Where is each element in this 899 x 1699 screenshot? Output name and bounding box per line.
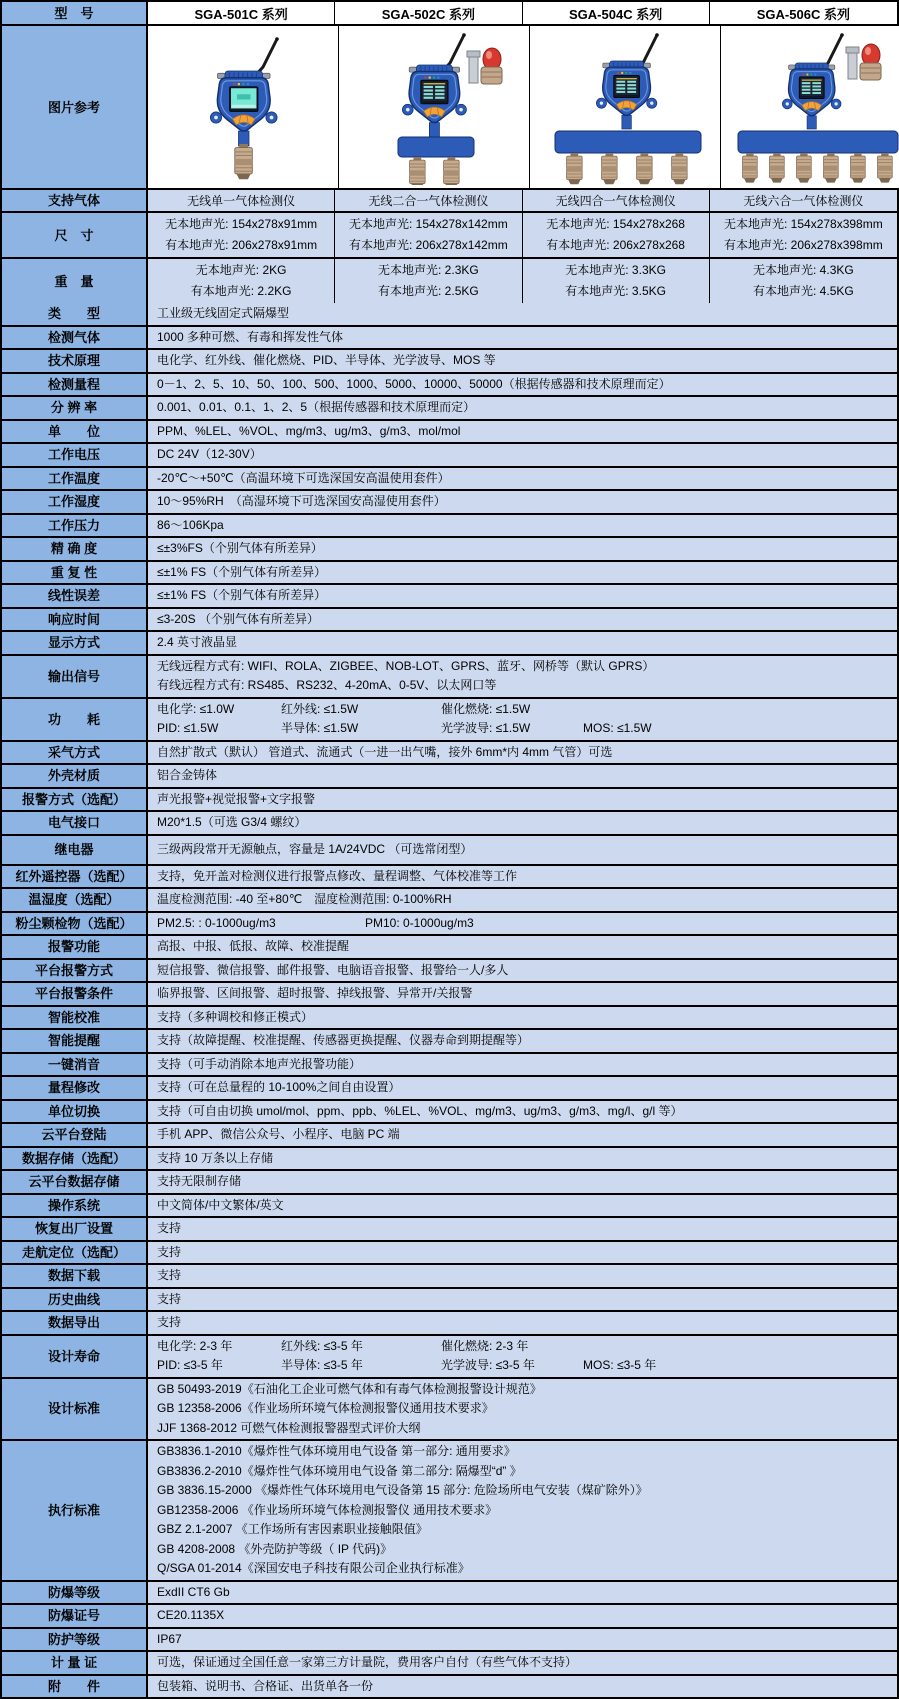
table-row	[2, 419, 897, 443]
spec-value	[148, 1629, 897, 1651]
spec-value	[148, 936, 897, 958]
spec-label: 功 耗	[2, 699, 148, 740]
spec-line: 支持（可在总量程的 10-100%之间自由设置）	[157, 1080, 401, 1094]
weight-line: 无本地声光: 2KG	[195, 263, 287, 277]
table-row	[2, 1099, 897, 1123]
spec-label: 单位切换	[2, 1101, 148, 1123]
spec-value	[148, 327, 897, 349]
size-value	[335, 213, 522, 257]
spec-line: CE20.1135X	[157, 1608, 225, 1622]
model-name-sga-504c: SGA-504C 系列	[523, 2, 710, 24]
table-row-weight	[2, 257, 897, 303]
spec-label: 温湿度（选配）	[2, 889, 148, 911]
spec-label: 分 辨 率	[2, 397, 148, 419]
spec-label: 数据存储（选配）	[2, 1148, 148, 1170]
spec-value	[148, 789, 897, 811]
spec-line	[157, 1337, 888, 1357]
spec-label: 响应时间	[2, 609, 148, 631]
spec-line: GB 4208-2008 《外壳防护等级（ IP 代码)》	[157, 1541, 393, 1556]
table-row	[2, 740, 897, 764]
spec-line	[157, 700, 888, 720]
spec-value	[148, 1077, 897, 1099]
spec-value	[148, 983, 897, 1005]
spec-value	[148, 1148, 897, 1170]
table-row	[2, 911, 897, 935]
table-row	[2, 1287, 897, 1311]
spec-line: 支持	[157, 1268, 182, 1282]
spec-line: 自然扩散式（默认） 管道式、流通式（一进一出气嘴，接外 6mm*内 4mm 气管）可选	[157, 744, 613, 759]
spec-label: 走航定位（选配）	[2, 1242, 148, 1264]
spec-line: 可选，保证通过全国任意一家第三方计量院，费用客户自付（有些气体不支持）	[157, 1655, 578, 1669]
spec-label: 数据导出	[2, 1312, 148, 1334]
table-row	[2, 489, 897, 513]
spec-label: 技术原理	[2, 350, 148, 372]
spec-rows	[2, 303, 897, 1697]
spec-label: 平台报警条件	[2, 983, 148, 1005]
table-row	[2, 1193, 897, 1217]
spec-value	[148, 1030, 897, 1052]
table-row-size	[2, 211, 897, 257]
table-row	[2, 934, 897, 958]
table-row	[2, 1146, 897, 1170]
spec-line: 声光报警+视觉报警+文字报警	[157, 791, 316, 806]
support-value: 无线二合一气体检测仪	[335, 190, 522, 211]
weight-line: 有本地声光: 2.2KG	[190, 284, 292, 298]
spec-value	[148, 1195, 897, 1217]
spec-line: ≤3-20S （个别气体有所差异）	[157, 611, 319, 626]
spec-label: 设计寿命	[2, 1336, 148, 1377]
spec-label: 继电器	[2, 836, 148, 864]
spec-line: 86～106Kpa	[157, 517, 224, 532]
weight-line: 无本地声光: 2.3KG	[378, 263, 479, 277]
spec-line: 支持（多种调校和修正模式）	[157, 1009, 314, 1024]
table-row	[2, 1377, 897, 1440]
spec-value	[148, 1312, 897, 1334]
spec-line: 支持	[157, 1291, 182, 1306]
spec-line: -20℃～+50℃（高温环境下可选深国安高温使用套件）	[157, 470, 450, 485]
spec-value	[148, 742, 897, 764]
weight-value	[335, 259, 522, 303]
spec-line: GBZ 2.1-2007 《工作场所有害因素职业接触限值》	[157, 1522, 428, 1536]
spec-label: 智能提醒	[2, 1030, 148, 1052]
spec-label: 平台报警方式	[2, 960, 148, 982]
spec-label: 报警方式（选配）	[2, 789, 148, 811]
weight-line: 无本地声光: 4.3KG	[753, 263, 854, 277]
spec-value	[148, 1379, 897, 1440]
table-row	[2, 654, 897, 697]
spec-line: 温度检测范围: -40 至+80℃ 湿度检测范围: 0-100%RH	[157, 892, 452, 906]
spec-value	[148, 1242, 897, 1264]
table-row	[2, 630, 897, 654]
spec-segment: PID: ≤1.5W	[157, 721, 219, 735]
support-value: 无线四合一气体检测仪	[523, 190, 710, 211]
size-value	[710, 213, 897, 257]
spec-line	[157, 914, 888, 934]
spec-value	[148, 562, 897, 584]
size-line: 无本地声光: 154x278x142mm	[349, 217, 508, 231]
spec-label: 输出信号	[2, 656, 148, 697]
spec-value	[148, 1582, 897, 1604]
spec-line: 短信报警、微信报警、邮件报警、电脑语音报警、报警给一人/多人	[157, 962, 509, 977]
spec-label: 报警功能	[2, 936, 148, 958]
spec-segment: 半导体: ≤1.5W	[281, 721, 359, 735]
spec-value	[148, 609, 897, 631]
size-line: 有本地声光: 206x278x398mm	[724, 238, 883, 252]
spec-line: ExdII CT6 Gb	[157, 1584, 230, 1599]
spec-line: GB12358-2006 《作业场所环境气体检测报警仪 通用技术要求》	[157, 1502, 498, 1517]
spec-segment: 光学波导: ≤1.5W	[441, 721, 531, 735]
row-label-weight: 重 量	[2, 259, 148, 303]
spec-value	[148, 468, 897, 490]
spec-segment: PM2.5: : 0-1000ug/m3	[157, 915, 276, 930]
spec-line: 高报、中报、低报、故障、校准提醒	[157, 939, 350, 953]
spec-value	[148, 913, 897, 935]
support-value: 无线六合一气体检测仪	[710, 190, 897, 211]
spec-value	[148, 1124, 897, 1146]
table-row	[2, 1580, 897, 1604]
spec-line: 包装箱、说明书、合格证、出货单各一份	[157, 1678, 374, 1693]
spec-label: 防爆证号	[2, 1605, 148, 1627]
spec-line: 无线远程方式有: WIFI、ROLA、ZIGBEE、NOB-LOT、GPRS、蓝牙、网桥等（默认 GPRS）	[157, 658, 655, 673]
spec-value	[148, 374, 897, 396]
spec-label: 工作压力	[2, 515, 148, 537]
spec-value	[148, 699, 897, 740]
weight-value	[710, 259, 897, 303]
spec-label: 精 确 度	[2, 538, 148, 560]
table-row	[2, 1627, 897, 1651]
spec-line: 支持（可自由切换 umol/mol、ppm、ppb、%LEL、%VOL、mg/m3、ug/m3、g/m3、mg/l、g/l 等）	[157, 1103, 683, 1118]
row-label-support: 支持气体	[2, 190, 148, 211]
spec-segment: 红外线: ≤3-5 年	[281, 1338, 363, 1353]
table-row	[2, 958, 897, 982]
spec-line: ≤±3%FS（个别气体有所差异）	[157, 541, 323, 555]
table-row	[2, 395, 897, 419]
table-row	[2, 372, 897, 396]
spec-line: Q/SGA 01-2014《深国安电子科技有限公司企业执行标准》	[157, 1561, 470, 1575]
spec-label: 计 量 证	[2, 1652, 148, 1674]
spec-label: 工作湿度	[2, 491, 148, 513]
weight-line: 有本地声光: 3.5KG	[565, 284, 666, 298]
spec-line: GB 50493-2019《石油化工企业可燃气体和有毒气体检测报警设计规范》	[157, 1381, 542, 1396]
table-row	[2, 536, 897, 560]
model-name-sga-501c: SGA-501C 系列	[148, 2, 335, 24]
spec-line: ≤±1% FS（个别气体有所差异）	[157, 588, 327, 602]
spec-segment: 电化学: 2-3 年	[157, 1338, 233, 1353]
support-value: 无线单一气体检测仪	[148, 190, 335, 211]
product-image-sga-501c	[151, 29, 335, 185]
table-row	[2, 787, 897, 811]
spec-value	[148, 444, 897, 466]
spec-value	[148, 1605, 897, 1627]
spec-value	[148, 303, 897, 325]
table-row	[2, 1122, 897, 1146]
size-line: 有本地声光: 206x278x91mm	[165, 238, 318, 252]
table-row	[2, 1263, 897, 1287]
spec-value	[148, 889, 897, 911]
table-row	[2, 697, 897, 740]
table-row	[2, 442, 897, 466]
spec-line: 支持无限制存储	[157, 1174, 242, 1188]
table-row	[2, 1439, 897, 1580]
spec-line: 10～95%RH （高湿环境下可选深国安高湿使用套件）	[157, 494, 446, 508]
spec-value	[148, 1441, 897, 1580]
spec-value	[148, 421, 897, 443]
spec-line: DC 24V（12-30V）	[157, 447, 262, 461]
spec-label: 恢复出厂设置	[2, 1218, 148, 1240]
table-row	[2, 1334, 897, 1377]
spec-value	[148, 632, 897, 654]
spec-value	[148, 836, 897, 864]
table-row	[2, 981, 897, 1005]
size-line: 有本地声光: 206x278x142mm	[349, 238, 508, 252]
spec-label: 防护等级	[2, 1629, 148, 1651]
spec-value	[148, 1265, 897, 1287]
table-row	[2, 864, 897, 888]
weight-value	[523, 259, 710, 303]
table-row	[2, 1674, 897, 1698]
spec-line: 支持	[157, 1221, 182, 1235]
weight-value	[148, 259, 335, 303]
spec-line: 电化学、红外线、催化燃烧、PID、半导体、光学波导、MOS 等	[157, 353, 496, 367]
size-line: 无本地声光: 154x278x268	[546, 217, 685, 231]
spec-label: 显示方式	[2, 632, 148, 654]
table-row	[2, 1216, 897, 1240]
spec-line: ≤±1% FS（个别气体有所差异）	[157, 564, 327, 579]
size-value	[148, 213, 335, 257]
table-row-support	[2, 188, 897, 211]
spec-label: 类 型	[2, 303, 148, 325]
size-line: 无本地声光: 154x278x91mm	[165, 217, 318, 231]
table-row	[2, 1169, 897, 1193]
spec-value	[148, 765, 897, 787]
table-row	[2, 834, 897, 864]
spec-label: 工作电压	[2, 444, 148, 466]
weight-line: 有本地声光: 4.5KG	[753, 284, 854, 298]
spec-label: 量程修改	[2, 1077, 148, 1099]
product-image-sga-504c	[533, 29, 717, 185]
spec-line: 临界报警、区间报警、超时报警、掉线报警、异常开/关报警	[157, 986, 473, 1000]
spec-value	[148, 1054, 897, 1076]
spec-label: 数据下载	[2, 1265, 148, 1287]
model-name-sga-502c: SGA-502C 系列	[335, 2, 522, 24]
spec-line: 支持（可手动消除本地声光报警功能）	[157, 1056, 362, 1071]
row-label-size: 尺 寸	[2, 213, 148, 257]
spec-line: 有线远程方式有: RS485、RS232、4-20mA、0-5V、以太网口等	[157, 678, 497, 692]
spec-value	[148, 538, 897, 560]
spec-segment: 半导体: ≤3-5 年	[281, 1358, 363, 1372]
spec-label: 云平台数据存储	[2, 1171, 148, 1193]
spec-line	[157, 719, 888, 739]
spec-line: PPM、%LEL、%VOL、mg/m3、ug/m3、g/m3、mol/mol	[157, 423, 461, 438]
spec-line: 支持 10 万条以上存储	[157, 1150, 274, 1165]
row-label-images: 图片参考	[2, 26, 148, 188]
spec-value	[148, 1218, 897, 1240]
spec-segment: MOS: ≤1.5W	[583, 721, 652, 735]
table-row	[2, 1240, 897, 1264]
spec-label: 智能校准	[2, 1007, 148, 1029]
spec-line: 手机 APP、微信公众号、小程序、电脑 PC 端	[157, 1127, 400, 1141]
spec-label: 一键消音	[2, 1054, 148, 1076]
table-row	[2, 466, 897, 490]
spec-value	[148, 656, 897, 697]
spec-label: 重 复 性	[2, 562, 148, 584]
spec-label: 检测量程	[2, 374, 148, 396]
spec-line: 0.001、0.01、0.1、1、2、5（根据传感器和技术原理而定）	[157, 400, 476, 414]
spec-value	[148, 960, 897, 982]
spec-segment: PM10: 0-1000ug/m3	[365, 915, 474, 930]
spec-label: 电气接口	[2, 812, 148, 834]
spec-segment: 催化燃烧: ≤1.5W	[441, 701, 531, 716]
spec-label: 附 件	[2, 1676, 148, 1698]
spec-line: 三级两段常开无源触点，容量是 1A/24VDC （可选常闭型）	[157, 841, 473, 856]
table-row	[2, 303, 897, 325]
spec-line: GB 3836.15-2000 《爆炸性气体环境用电气设备第 15 部分: 危险场所电气安装（煤矿除外）》	[157, 1483, 648, 1497]
table-row	[2, 1603, 897, 1627]
table-row-model	[2, 2, 897, 24]
size-line: 有本地声光: 206x278x268	[546, 238, 685, 252]
spec-line: 中文简体/中文繁体/英文	[157, 1197, 284, 1212]
spec-label: 单 位	[2, 421, 148, 443]
spec-label: 操作系统	[2, 1195, 148, 1217]
spec-value	[148, 1676, 897, 1698]
table-row	[2, 810, 897, 834]
spec-line: GB3836.1-2010《爆炸性气体环境用电气设备 第一部分: 通用要求》	[157, 1444, 516, 1458]
size-line: 无本地声光: 154x278x398mm	[724, 217, 883, 231]
spec-label: 执行标准	[2, 1441, 148, 1580]
spec-line: 1000 多种可燃、有毒和挥发性气体	[157, 329, 344, 344]
spec-value	[148, 397, 897, 419]
spec-label: 线性误差	[2, 585, 148, 607]
spec-line: 2.4 英寸液晶显	[157, 635, 238, 649]
spec-label: 外壳材质	[2, 765, 148, 787]
spec-line: JJF 1368-2012 可燃气体检测报警器型式评价大纲	[157, 1420, 421, 1435]
spec-line: 工业级无线固定式隔爆型	[157, 306, 290, 320]
spec-value	[148, 1101, 897, 1123]
spec-segment: 光学波导: ≤3-5 年	[441, 1358, 535, 1372]
spec-label: 红外遥控器（选配）	[2, 866, 148, 888]
table-row	[2, 607, 897, 631]
spec-line: IP67	[157, 1631, 182, 1646]
table-row	[2, 887, 897, 911]
model-name-sga-506c: SGA-506C 系列	[710, 2, 897, 24]
table-row	[2, 513, 897, 537]
spec-line: 支持	[157, 1315, 182, 1329]
spec-label: 云平台登陆	[2, 1124, 148, 1146]
spec-line: 支持（故障提醒、校准提醒、传感器更换提醒、仪器寿命到期提醒等）	[157, 1033, 530, 1047]
spec-value	[148, 350, 897, 372]
spec-value	[148, 585, 897, 607]
spec-value	[148, 1652, 897, 1674]
spec-label: 设计标准	[2, 1379, 148, 1440]
spec-value	[148, 866, 897, 888]
weight-line: 无本地声光: 3.3KG	[565, 263, 666, 277]
spec-label: 历史曲线	[2, 1289, 148, 1311]
spec-line: GB3836.2-2010《爆炸性气体环境用电气设备 第二部分: 隔爆型“d” 》	[157, 1463, 522, 1478]
size-value	[523, 213, 710, 257]
table-row-images	[2, 24, 897, 188]
table-row	[2, 763, 897, 787]
spec-label: 检测气体	[2, 327, 148, 349]
spec-segment: 电化学: ≤1.0W	[157, 701, 235, 716]
spec-line: M20*1.5（可选 G3/4 螺纹）	[157, 815, 307, 829]
spec-value	[148, 515, 897, 537]
spec-label: 工作温度	[2, 468, 148, 490]
spec-value	[148, 1289, 897, 1311]
table-row	[2, 1028, 897, 1052]
table-row	[2, 1650, 897, 1674]
spec-value	[148, 1007, 897, 1029]
spec-line: 支持，免开盖对检测仪进行报警点修改、量程调整、气体校准等工作	[157, 868, 518, 883]
table-row	[2, 1005, 897, 1029]
spec-segment: 红外线: ≤1.5W	[281, 701, 359, 716]
spec-segment: MOS: ≤3-5 年	[583, 1358, 657, 1372]
spec-value	[148, 1336, 897, 1377]
table-row	[2, 560, 897, 584]
table-row	[2, 1310, 897, 1334]
spec-line: 铝合金铸体	[157, 768, 218, 782]
weight-line: 有本地声光: 2.5KG	[378, 284, 479, 298]
row-label-model: 型 号	[2, 2, 148, 24]
spec-line: GB 12358-2006《作业场所环境气体检测报警仪通用技术要求》	[157, 1401, 494, 1415]
table-row	[2, 1052, 897, 1076]
table-row	[2, 1075, 897, 1099]
spec-value	[148, 491, 897, 513]
product-image-sga-506c	[724, 29, 899, 185]
spec-segment: PID: ≤3-5 年	[157, 1358, 223, 1372]
product-image-sga-502c	[342, 29, 526, 185]
spec-label: 采气方式	[2, 742, 148, 764]
spec-line	[157, 1356, 888, 1376]
spec-label: 粉尘颗检物（选配）	[2, 913, 148, 935]
spec-value	[148, 812, 897, 834]
spec-line: 0－1、2、5、10、50、100、500、1000、5000、10000、50000（根据传感器和技术原理而定）	[157, 376, 671, 391]
table-row	[2, 583, 897, 607]
spec-line: 支持	[157, 1244, 182, 1259]
spec-label: 防爆等级	[2, 1582, 148, 1604]
table-row	[2, 325, 897, 349]
table-row	[2, 348, 897, 372]
spec-segment: 催化燃烧: 2-3 年	[441, 1338, 529, 1353]
spec-value	[148, 1171, 897, 1193]
